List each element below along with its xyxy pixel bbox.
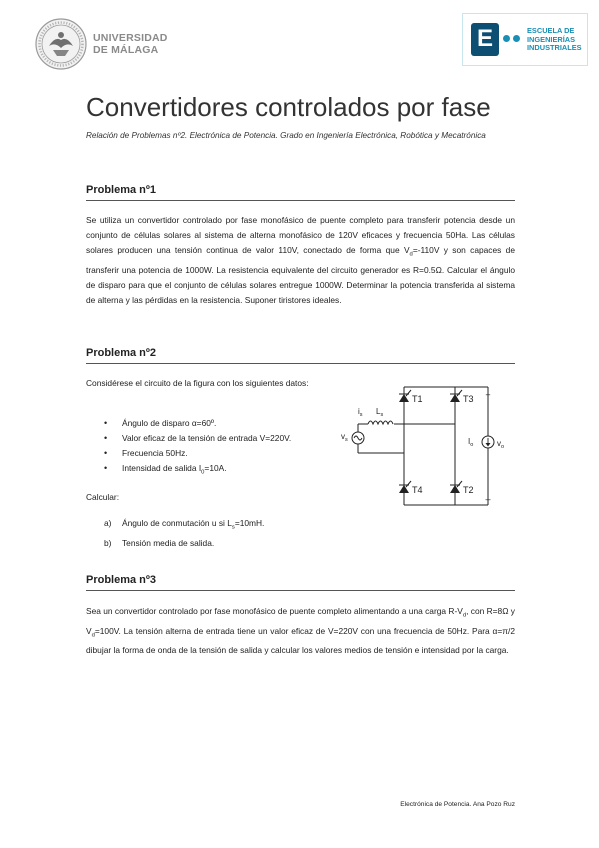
label-plus: + — [485, 390, 491, 400]
label-Io: I — [468, 437, 471, 446]
list-item-tail: =10mH. — [234, 518, 265, 528]
school-logo — [462, 13, 588, 66]
svg-text:vs — [341, 432, 348, 443]
university-name-line1: UNIVERSIDAD — [93, 32, 168, 44]
list-item-sub: 0 — [201, 469, 205, 476]
label-is: i — [358, 407, 360, 416]
problem1-text-a: Se utiliza un convertidor controlado por fase monofásico de puente completo para transferir potencia desde un conjunto de células solares al sistema de alterna monofásico de 120V eficaces y frecuencia 50Ha. Las células solares producen una tensión continua de valor 110V, conectado de forma que V — [86, 215, 515, 255]
school-logo-letter: E — [477, 25, 494, 52]
document-subtitle: Relación de Problemas nº2. Electrónica de Potencia. Grado en Ingeniería Electrónica, Robótica y Mecatrónica — [86, 131, 486, 140]
problem1-divider — [86, 200, 515, 201]
school-logo-dot-1 — [503, 35, 510, 42]
svg-text:is — [358, 407, 363, 418]
list-item — [104, 431, 344, 446]
university-seal-icon — [35, 18, 87, 70]
problem3-text-a: Sea un convertidor controlado por fase monofásico de puente completo alimentando a una carga R-V — [86, 606, 463, 616]
problem3-text — [86, 604, 515, 658]
list-item — [104, 446, 344, 461]
school-logo-dot-2 — [513, 35, 520, 42]
problem3-divider — [86, 590, 515, 591]
svg-text:vo — [497, 439, 504, 450]
svg-text:Ls — [376, 407, 383, 418]
university-name-line2: DE MÁLAGA — [93, 44, 159, 56]
thyristor-T3-icon — [450, 390, 462, 402]
school-name-line1: ESCUELA DE — [527, 26, 575, 35]
problem2-divider — [86, 363, 515, 364]
problem1-text-sub: d — [409, 251, 413, 258]
label-vs: v — [341, 432, 345, 441]
label-T2: T2 — [463, 485, 474, 495]
school-name-line2: INGENIERÍAS — [527, 34, 576, 44]
thyristor-T2-icon — [450, 481, 462, 493]
list-item-enum: b) — [104, 537, 112, 548]
label-minus: – — [485, 494, 491, 504]
label-vs-sub: s — [345, 437, 348, 443]
list-item-text: Frecuencia 50Hz. — [122, 448, 188, 458]
label-Ls: L — [376, 407, 381, 416]
list-item — [104, 516, 344, 536]
inductor-Ls — [368, 421, 393, 424]
bridge-circuit-diagram — [338, 380, 518, 510]
label-Ls-sub: s — [380, 412, 384, 418]
page-footer: Electrónica de Potencia. Ana Pozo Ruz — [400, 801, 515, 808]
label-T3: T3 — [463, 394, 474, 404]
list-item — [104, 536, 344, 551]
problem2-intro: Considérese el circuito de la figura con los siguientes datos: — [86, 378, 309, 388]
problem3-text-b: , con R=8Ω y V — [86, 606, 515, 636]
list-item — [104, 416, 344, 431]
problem3-text-sub1: d — [462, 612, 467, 619]
list-item-text: Ángulo de disparo α=60º. — [122, 418, 217, 428]
list-item-tail: =10A. — [204, 463, 227, 473]
list-item-sub: s — [231, 524, 235, 531]
list-item-text: Ángulo de conmutación u si L — [122, 518, 232, 528]
list-item-text: Valor eficaz de la tensión de entrada V=220V. — [122, 433, 292, 443]
problem1-heading: Problema nº1 — [86, 184, 157, 196]
thyristor-T4-icon — [399, 481, 411, 493]
school-name-line3: INDUSTRIALES — [527, 43, 582, 53]
label-vo: v — [497, 439, 501, 448]
svg-text:Io — [468, 437, 473, 448]
problem2-calc-list — [104, 516, 344, 551]
problem2-data-list — [104, 416, 344, 481]
list-item-text: Intensidad de salida I — [122, 463, 202, 473]
label-T4: T4 — [412, 485, 423, 495]
problem3-heading: Problema nº3 — [86, 574, 157, 586]
problem3-text-c: =100V. La tensión alterna de entrada tiene un valor eficaz de V=220V con una frecuencia de 50Hz. Para α=π/2 dibujar la forma de onda de la tensión de salida y calcular los valores medios de tensión e intensidad por la carga. — [86, 625, 515, 656]
label-Io-sub: o — [470, 442, 474, 448]
problem3-text-sub2: d — [91, 632, 95, 639]
problem2-heading: Problema nº2 — [86, 347, 157, 359]
list-item-text: Tensión media de salida. — [122, 537, 215, 548]
school-name — [527, 27, 582, 53]
document-title: Convertidores controlados por fase — [86, 92, 491, 122]
problem2-calc-label: Calcular: — [86, 492, 120, 502]
label-is-sub: s — [359, 412, 363, 418]
university-logo — [35, 18, 168, 72]
list-item — [104, 461, 344, 481]
thyristor-T1-icon — [399, 390, 411, 402]
school-logo-mark — [471, 23, 499, 56]
problem1-text-b: =-110V y son capaces de transferir una potencia de 1000W. La resistencia equivalente del circuito generador es R=0.5Ω. Calcular el ángulo de disparo para que el conjunto de células solares entregue 1000W. Determinar la potencia transferida al sistema de alterna y las pérdidas en la resistencia. Suponer tiristores ideales. — [86, 245, 515, 305]
label-vo-sub: o — [501, 444, 505, 450]
problem1-text — [86, 213, 515, 308]
list-item-enum: a) — [104, 518, 112, 528]
label-T1: T1 — [412, 394, 423, 404]
university-name — [93, 32, 168, 56]
